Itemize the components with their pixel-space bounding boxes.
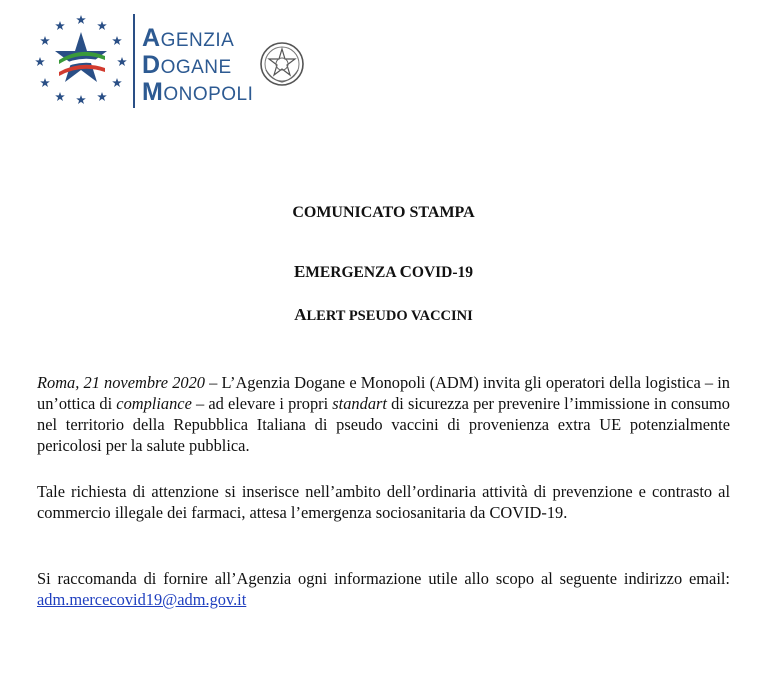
paragraph-3: Si raccomanda di fornire all’Agenzia ogni informazione utile allo scopo al seguente indirizzo email: adm.mercecovid19@adm.gov.it bbox=[37, 569, 730, 609]
header bbox=[30, 10, 330, 110]
republic-emblem-icon bbox=[258, 40, 306, 88]
wordmark-line-2: DOGANE bbox=[142, 51, 232, 79]
email-link[interactable]: adm.mercecovid19@adm.gov.it bbox=[37, 590, 247, 609]
document-subtitle-2: ALERT PSEUDO VACCINI bbox=[294, 305, 473, 324]
dateline: Roma, 21 novembre 2020 bbox=[37, 373, 205, 392]
wordmark-line-3: MONOPOLI bbox=[142, 78, 254, 106]
logo-divider bbox=[133, 14, 135, 108]
agency-star-logo bbox=[35, 12, 127, 104]
document-title: COMUNICATO STAMPA bbox=[292, 204, 475, 221]
document-subtitle-1: EMERGENZA COVID-19 bbox=[293, 262, 474, 281]
paragraph-2: Tale richiesta di attenzione si inserisce nell’ambito dell’ordinaria attività di prevenzione e contrasto al commercio illegale dei farmaci, attesa l’emergenza sociosanitaria da COVID-19. bbox=[37, 482, 730, 522]
wordmark-line-1: AGENZIA bbox=[142, 24, 235, 52]
central-star bbox=[55, 32, 107, 82]
agency-wordmark bbox=[142, 26, 253, 107]
paragraph-1: Roma, 21 novembre 2020 – L’Agenzia Dogane e Monopoli (ADM) invita gli operatori della logistica – in un’ottica di compliance – ad elevare i propri standart di sicurezza per prevenire l’immissione in consumo nel territorio della Repubblica Italiana di pseudo vaccini di provenienza extra UE potenzialmente pericolosi per la salute pubblica. bbox=[37, 373, 730, 455]
